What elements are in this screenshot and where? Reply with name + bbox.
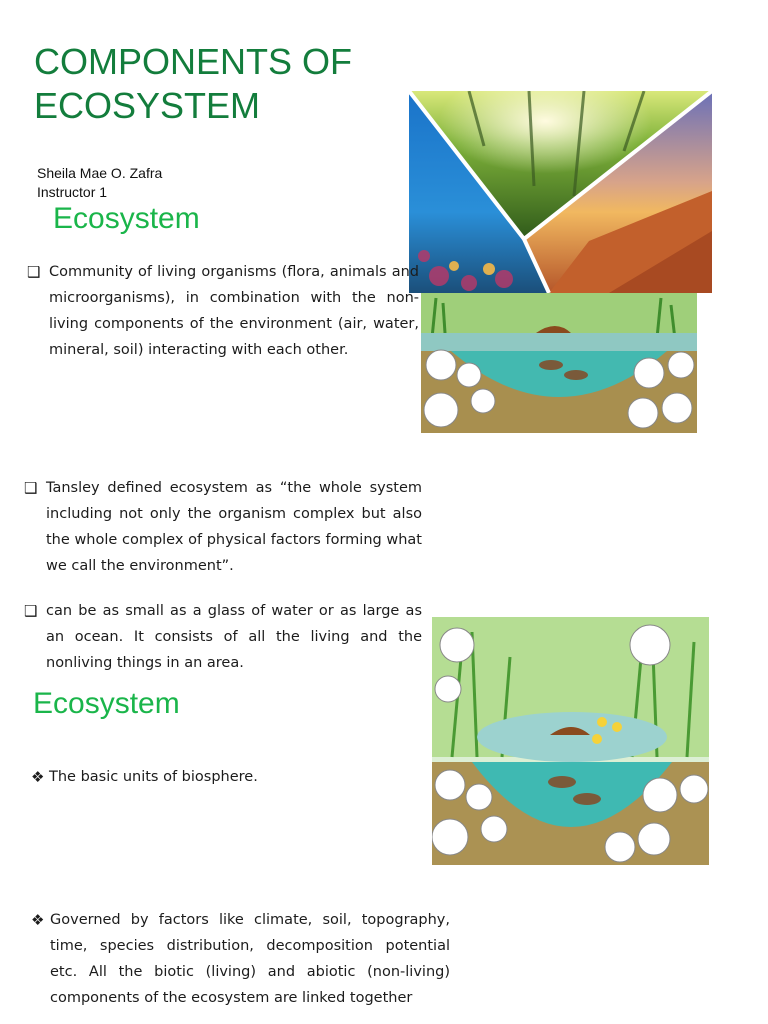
paragraph-5: ❖ Governed by factors like climate, soil, topography, time, species distribution, decomposition potential etc. All the biotic (living) and abiotic (non-living) components of the ecosystem are linked together (50, 907, 450, 1011)
pond-ecosystem-image-2 (432, 617, 709, 865)
ecosystems-collage-image (409, 91, 712, 293)
pond-ecosystem-image (421, 293, 697, 433)
paragraph-4: ❖ The basic units of biosphere. (49, 764, 449, 790)
author-block (37, 164, 162, 202)
bullet-icon: ❑ (24, 479, 38, 497)
document-title: COMPONENTS OF ECOSYSTEM (34, 41, 353, 126)
bullet-icon: ❑ (24, 602, 38, 620)
bullet-icon: ❖ (31, 768, 45, 786)
paragraph-1: ❑ Community of living organisms (flora, animals and microorganisms), in combination with the non-living components of the environment (air, water, mineral, soil) interacting with each other. (49, 259, 419, 363)
paragraph-2: ❑ Tansley defined ecosystem as “the whole system including not only the organism complex but also the whole complex of physical factors forming what we call the environment”. (46, 475, 422, 579)
paragraph-3: ❑ can be as small as a glass of water or as large as an ocean. It consists of all the living and the nonliving things in an area. (46, 598, 422, 676)
section-heading-2: Ecosystem (33, 687, 180, 720)
bullet-icon: ❖ (31, 911, 45, 929)
author-name: Sheila Mae O. Zafra (37, 165, 163, 181)
section-heading-1: Ecosystem (53, 202, 200, 235)
bullet-icon: ❑ (27, 263, 41, 281)
author-role: Instructor 1 (37, 184, 108, 200)
